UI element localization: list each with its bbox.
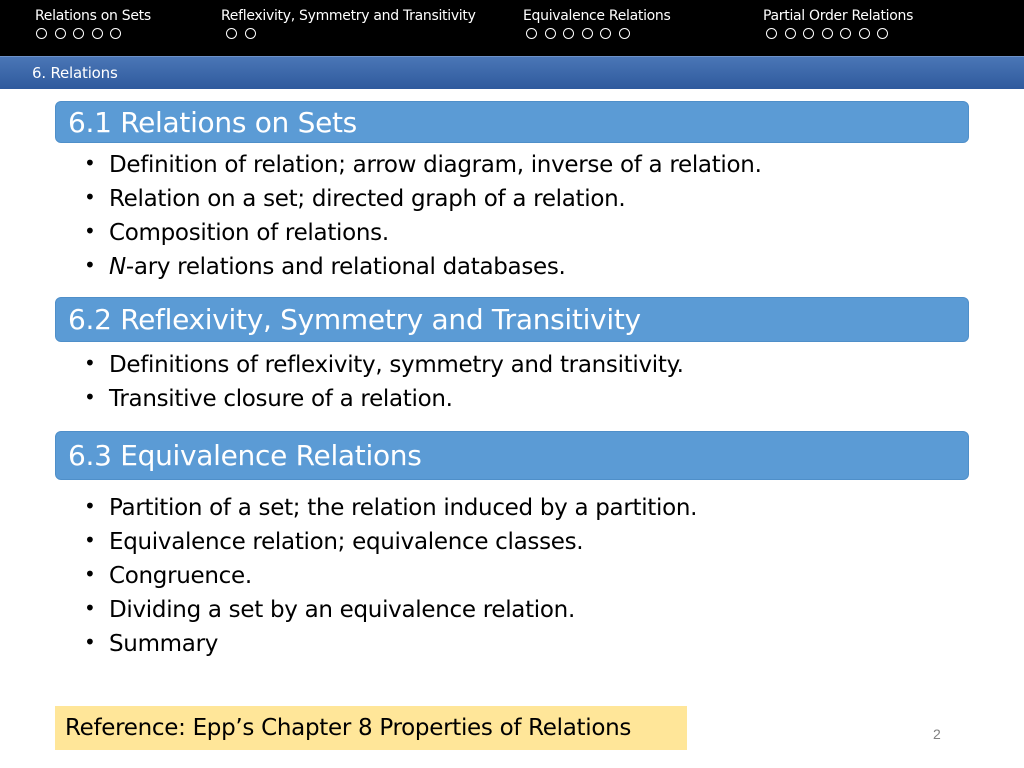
nav-dot-icon[interactable]: [619, 28, 630, 39]
nav-section-partial-order[interactable]: [763, 7, 913, 39]
list-item: • Summary: [84, 627, 697, 661]
list-item: • Definitions of reflexivity, symmetry and transitivity.: [84, 348, 684, 382]
nav-dot-icon[interactable]: [92, 28, 103, 39]
bullet-icon: •: [84, 494, 96, 518]
nav-dot-icon[interactable]: [73, 28, 84, 39]
nav-dots: [36, 28, 151, 39]
bullet-list-reflexivity: [84, 348, 684, 416]
bullet-list-equivalence: [84, 491, 697, 661]
nav-dot-icon[interactable]: [600, 28, 611, 39]
bullet-icon: •: [84, 151, 96, 175]
subheader-bar: [0, 56, 1024, 89]
nav-section-title[interactable]: Equivalence Relations: [523, 8, 671, 24]
nav-dot-icon[interactable]: [822, 28, 833, 39]
bullet-icon: •: [84, 562, 96, 586]
section-header-relations-on-sets: 6.1 Relations on Sets: [55, 101, 969, 143]
subheader-title: 6. Relations: [32, 64, 118, 82]
nav-bar: [0, 0, 1024, 56]
nav-dot-icon[interactable]: [526, 28, 537, 39]
nav-dot-icon[interactable]: [766, 28, 777, 39]
page-number: 2: [933, 726, 941, 742]
nav-dot-icon[interactable]: [36, 28, 47, 39]
list-item: • Partition of a set; the relation induced by a partition.: [84, 491, 697, 525]
reference-box: Reference: Epp’s Chapter 8 Properties of Relations: [55, 706, 687, 750]
list-item: • Equivalence relation; equivalence classes.: [84, 525, 697, 559]
bullet-icon: •: [84, 219, 96, 243]
bullet-list-relations-on-sets: [84, 148, 762, 284]
nav-dot-icon[interactable]: [563, 28, 574, 39]
nav-section-title[interactable]: Partial Order Relations: [763, 8, 914, 24]
nav-dots: [226, 28, 476, 39]
section-header-reflexivity: 6.2 Reflexivity, Symmetry and Transitivity: [55, 297, 969, 342]
list-item: • Congruence.: [84, 559, 697, 593]
nav-section-relations-on-sets[interactable]: [35, 7, 151, 39]
bullet-icon: •: [84, 351, 96, 375]
nav-section-title[interactable]: Reflexivity, Symmetry and Transitivity: [221, 8, 476, 24]
bullet-icon: •: [84, 185, 96, 209]
nav-dot-icon[interactable]: [582, 28, 593, 39]
italic-n: N: [109, 254, 126, 280]
bullet-icon: •: [84, 253, 96, 277]
nav-section-reflexivity[interactable]: [221, 7, 476, 39]
nav-dots: [766, 28, 913, 39]
nav-dot-icon[interactable]: [545, 28, 556, 39]
nav-dot-icon[interactable]: [226, 28, 237, 39]
list-item: • Definition of relation; arrow diagram, inverse of a relation.: [84, 148, 762, 182]
bullet-icon: •: [84, 596, 96, 620]
list-item: • Dividing a set by an equivalence relation.: [84, 593, 697, 627]
nav-dot-icon[interactable]: [55, 28, 66, 39]
nav-dot-icon[interactable]: [877, 28, 888, 39]
bullet-icon: •: [84, 385, 96, 409]
nav-dot-icon[interactable]: [785, 28, 796, 39]
nav-section-equivalence[interactable]: [523, 7, 671, 39]
section-header-equivalence: 6.3 Equivalence Relations: [55, 431, 969, 480]
nav-dot-icon[interactable]: [110, 28, 121, 39]
list-item: • Relation on a set; directed graph of a relation.: [84, 182, 762, 216]
list-item: • N-ary relations and relational databases.: [84, 250, 762, 284]
nav-dot-icon[interactable]: [840, 28, 851, 39]
nav-dot-icon[interactable]: [803, 28, 814, 39]
nav-dots: [526, 28, 671, 39]
list-item: • Transitive closure of a relation.: [84, 382, 684, 416]
nav-dot-icon[interactable]: [859, 28, 870, 39]
nav-dot-icon[interactable]: [245, 28, 256, 39]
bullet-icon: •: [84, 528, 96, 552]
list-item: • Composition of relations.: [84, 216, 762, 250]
nav-section-title[interactable]: Relations on Sets: [35, 8, 151, 24]
bullet-icon: •: [84, 630, 96, 654]
